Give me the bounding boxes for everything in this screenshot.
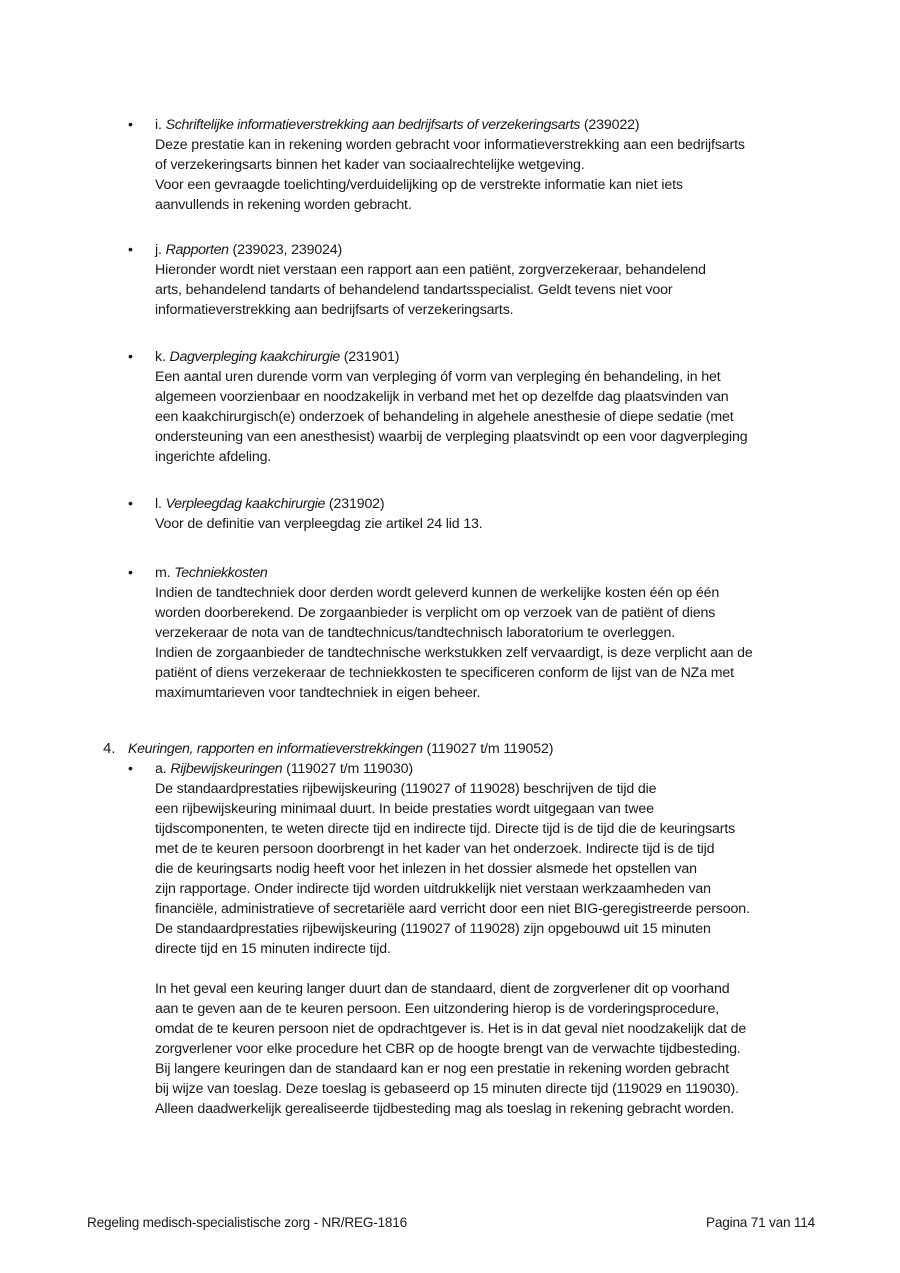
list-item-k — [128, 347, 828, 467]
paragraph-line: of verzekeringsarts binnen het kader van sociaalrechtelijke wetgeving. — [155, 157, 585, 173]
paragraph-line: zorgverlener voor elke procedure het CBR op de hoogte brengt van de verwachte tijdbesteding. — [155, 1041, 741, 1057]
item-codes: (239022) — [583, 117, 640, 133]
paragraph-line: Bij langere keuringen dan de standaard kan er nog een prestatie in rekening worden gebracht — [155, 1061, 729, 1077]
list-item-m — [128, 563, 828, 703]
paragraph-line: Voor de definitie van verpleegdag zie artikel 24 lid 13. — [155, 516, 483, 532]
paragraph-line: In het geval een keuring langer duurt dan de standaard, dient de zorgverlener dit op voorhand — [155, 981, 730, 997]
paragraph-line: Indien de tandtechniek door derden wordt geleverd kunnen de werkelijke kosten één op één — [155, 585, 720, 601]
section-title: Keuringen, rapporten en informatieverstrekkingen — [128, 741, 423, 757]
item-label: i. — [155, 117, 162, 133]
item-title: Schriftelijke informatieverstrekking aan bedrijfsarts of verzekeringsarts — [165, 117, 581, 133]
paragraph-line: Alleen daadwerkelijk gerealiseerde tijdbesteding mag als toeslag in rekening gebracht worden. — [155, 1101, 735, 1117]
paragraph-line: aanvullends in rekening worden gebracht. — [155, 197, 412, 213]
item-title: Rijbewijskeuringen — [170, 761, 283, 777]
item-codes: (231902) — [328, 496, 385, 512]
paragraph-line: De standaardprestaties rijbewijskeuring (119027 of 119028) beschrijven de tijd die — [155, 781, 657, 797]
item-label: m. — [155, 565, 171, 581]
paragraph-line: verzekeraar de nota van de tandtechnicus/tandtechnisch laboratorium te overleggen. — [155, 625, 676, 641]
paragraph-line: algemeen voorzienbaar en noodzakelijk in verband met het op dezelfde dag plaatsvinden van — [155, 389, 729, 405]
item-title: Techniekkosten — [174, 565, 268, 581]
footer-page-number: Pagina 71 van 114 — [706, 1215, 815, 1230]
paragraph-line: Hieronder wordt niet verstaan een rapport aan een patiënt, zorgverzekeraar, behandelend — [155, 262, 706, 278]
bullet-icon: • — [128, 117, 133, 133]
paragraph-line: ingerichte afdeling. — [155, 449, 272, 465]
bullet-icon: • — [128, 761, 133, 777]
paragraph-line: die de keuringsarts nodig heeft voor het inlezen in het dossier alsmede het opstellen van — [155, 861, 697, 877]
list-item-a — [128, 759, 828, 1119]
paragraph-line: Indien de zorgaanbieder de tandtechnische werkstukken zelf vervaardigt, is deze verplicht aan de — [155, 645, 753, 661]
paragraph-line: zijn rapportage. Onder indirecte tijd worden uitdrukkelijk niet verstaan werkzaamheden van — [155, 881, 711, 897]
paragraph-line: omdat de te keuren persoon niet de opdrachtgever is. Het is in dat geval niet noodzakelijk dat de — [155, 1021, 747, 1037]
item-label: j. — [155, 242, 162, 258]
item-label: l. — [155, 496, 162, 512]
footer-document-title: Regeling medisch-specialistische zorg - NR/REG-1816 — [87, 1215, 407, 1230]
list-item-l — [128, 494, 828, 534]
bullet-icon: • — [128, 242, 133, 258]
section-number: 4. — [103, 740, 116, 757]
paragraph-line: arts, behandelend tandarts of behandelend tandartsspecialist. Geldt tevens niet voor — [155, 282, 673, 298]
item-heading — [155, 494, 828, 514]
item-codes: (231901) — [343, 349, 400, 365]
item-title: Rapporten — [165, 242, 229, 258]
list-item-j — [128, 240, 828, 320]
bullet-icon: • — [128, 349, 133, 365]
item-heading — [155, 347, 828, 367]
bullet-icon: • — [128, 565, 133, 581]
paragraph-line: Een aantal uren durende vorm van verpleging óf vorm van verpleging én behandeling, in het — [155, 369, 721, 385]
paragraph-line: informatieverstrekking aan bedrijfsarts of verzekeringsarts. — [155, 302, 514, 318]
paragraph-line: financiële, administratieve of secretariële aard verricht door een niet BIG-geregistreerde persoon. — [155, 901, 750, 917]
paragraph-line: patiënt of diens verzekeraar de techniekkosten te specificeren conform de lijst van de NZa met — [155, 665, 734, 681]
section-codes: (119027 t/m 119052) — [426, 741, 554, 757]
paragraph-line: Deze prestatie kan in rekening worden gebracht voor informatieverstrekking aan een bedrijfsarts — [155, 137, 745, 153]
paragraph-line: een kaakchirurgisch(e) onderzoek of behandeling in algehele anesthesie of diepe sedatie (met — [155, 409, 734, 425]
item-heading — [155, 240, 828, 260]
paragraph-line: maximumtarieven voor tandtechniek in eigen beheer. — [155, 685, 481, 701]
item-label: a. — [155, 761, 167, 777]
paragraph-line: Voor een gevraagde toelichting/verduidelijking op de verstrekte informatie kan niet iets — [155, 177, 683, 193]
paragraph-line: directe tijd en 15 minuten indirecte tijd. — [155, 941, 391, 957]
paragraph-line: met de te keuren persoon doorbrengt in het kader van het onderzoek. Indirecte tijd is de tijd — [155, 841, 715, 857]
section-heading-4 — [103, 739, 553, 759]
paragraph-line: worden doorberekend. De zorgaanbieder is verplicht om op verzoek van de patiënt of diens — [155, 605, 716, 621]
paragraph-line: De standaardprestaties rijbewijskeuring (119027 of 119028) zijn opgebouwd uit 15 minuten — [155, 921, 711, 937]
paragraph-line: tijdscomponenten, te weten directe tijd en indirecte tijd. Directe tijd is de tijd die de keuringsarts — [155, 821, 736, 837]
bullet-icon: • — [128, 496, 133, 512]
paragraph-line: bij wijze van toeslag. Deze toeslag is gebaseerd op 15 minuten directe tijd (119029 en 119030). — [155, 1081, 739, 1097]
item-title: Verpleegdag kaakchirurgie — [165, 496, 326, 512]
paragraph-line: aan te geven aan de te keuren persoon. Een uitzondering hierop is de vorderingsprocedure, — [155, 1001, 720, 1017]
item-label: k. — [155, 349, 166, 365]
item-title: Dagverpleging kaakchirurgie — [169, 349, 340, 365]
list-item-i — [128, 115, 828, 215]
paragraph-line: een rijbewijskeuring minimaal duurt. In beide prestaties wordt uitgegaan van twee — [155, 801, 654, 817]
item-heading — [155, 115, 828, 135]
item-codes: (239023, 239024) — [232, 242, 343, 258]
item-heading — [155, 759, 828, 779]
paragraph-line: ondersteuning van een anesthesist) waarbij de verpleging plaatsvindt op een voor dagverpleging — [155, 429, 748, 445]
item-heading — [155, 563, 828, 583]
item-codes: (119027 t/m 119030) — [286, 761, 413, 777]
